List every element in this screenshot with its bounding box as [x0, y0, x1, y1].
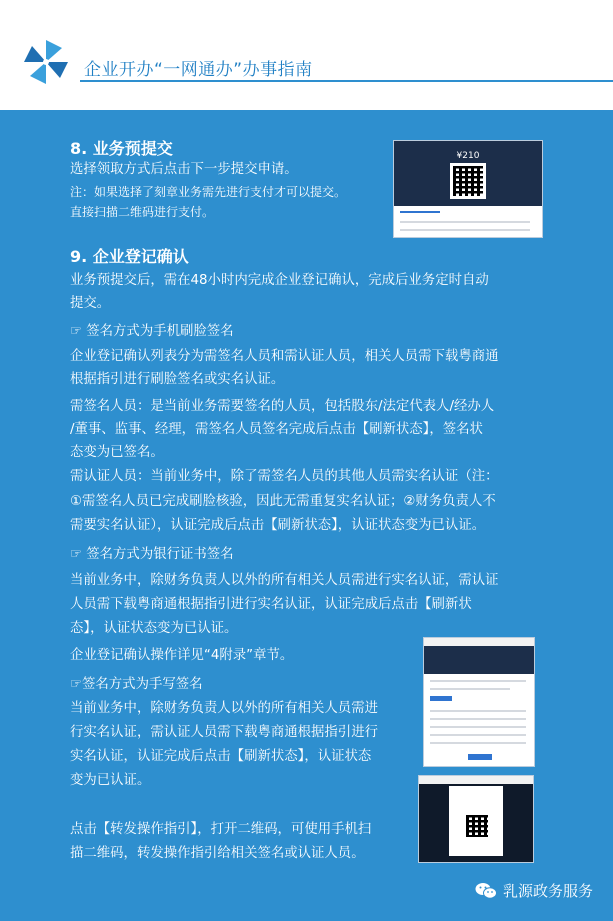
- section-8-note-2: 直接扫描二维码进行支付。: [70, 205, 215, 219]
- section-9-p7: 态变为已签名。: [70, 445, 164, 460]
- section-9-p10: 需要实名认证），认证完成后点击【刷新状态】，认证状态变为已认证。: [70, 518, 486, 533]
- section-8-note-1: 注：如果选择了刻章业务需先进行支付才可以提交。: [70, 185, 347, 199]
- confirmation-list-screenshot: [423, 637, 535, 767]
- sub-heading-phone-sign: ☞ 签名方式为手机刷脸签名: [70, 324, 234, 339]
- section-9-p2: 提交。: [70, 296, 111, 311]
- section-9-p4: 根据指引进行刷脸签名或实名认证。: [70, 372, 285, 387]
- section-9-p5: 需签名人员：是当前业务需要签名的人员，包括股东/法定代表人/经办人: [70, 399, 495, 414]
- section-9-p20: 描二维码，转发操作指引给相关签名或认证人员。: [70, 846, 365, 861]
- section-9-p18: 变为已认证。: [70, 773, 151, 788]
- wechat-account-badge: [475, 880, 593, 901]
- section-9-p14: 企业登记确认操作详见“4附录”章节。: [70, 648, 294, 663]
- sub-heading-bank-cert: ☞ 签名方式为银行证书签名: [70, 547, 234, 562]
- header-title: 企业开办“一网通办”办事指南: [84, 60, 313, 80]
- sub-heading-handwritten: ☞签名方式为手写签名: [70, 677, 203, 692]
- payment-price: ¥210: [456, 151, 480, 161]
- section-9-p6: /董事、监事、经理，需签名人员签名完成后点击【刷新状态】，签名状: [70, 422, 483, 437]
- section-8-text: 选择领取方式后点击下一步提交申请。: [70, 162, 298, 177]
- section-9-p11: 当前业务中，除财务负责人以外的所有相关人员需进行实名认证，需认证: [70, 573, 499, 588]
- section-9-p19: 点击【转发操作指引】，打开二维码，可使用手机扫: [70, 822, 372, 837]
- section-8-heading: 8. 业务预提交: [70, 139, 173, 158]
- page-header: [0, 0, 613, 110]
- section-9-p12: 人员需下载粤商通根据指引进行实名认证，认证完成后点击【刷新状: [70, 597, 472, 612]
- section-9-p3: 企业登记确认列表分为需签名人员和需认证人员，相关人员需下载粤商通: [70, 349, 499, 364]
- section-9-p8: 需认证人员：当前业务中，除了需签名人员的其他人员需实名认证（注：: [70, 469, 499, 484]
- section-9-p16: 行实名认证，需认证人员需下载粤商通根据指引进行: [70, 725, 378, 740]
- forward-qr-icon: [463, 812, 491, 840]
- pinwheel-logo-icon: [22, 38, 70, 86]
- section-9-p13: 态】，认证状态变为已认证。: [70, 621, 238, 636]
- payment-qr-icon: [450, 163, 486, 199]
- section-9-p15: 当前业务中，除财务负责人以外的所有相关人员需进: [70, 701, 378, 716]
- wechat-icon: [475, 882, 497, 900]
- forward-qr-screenshot: [418, 775, 534, 863]
- section-9-p9: ①需签名人员已完成刷脸核验，因此无需重复实名认证；②财务负责人不: [70, 494, 496, 509]
- section-9-p17: 实名认证，认证完成后点击【刷新状态】，认证状态: [70, 749, 372, 764]
- header-divider: [80, 80, 613, 82]
- section-9-heading: 9. 企业登记确认: [70, 247, 189, 266]
- section-9-p1: 业务预提交后，需在48小时内完成企业登记确认，完成后业务定时自动: [70, 273, 489, 288]
- wechat-account-name: 乳源政务服务: [502, 882, 593, 900]
- payment-screenshot: [393, 140, 543, 238]
